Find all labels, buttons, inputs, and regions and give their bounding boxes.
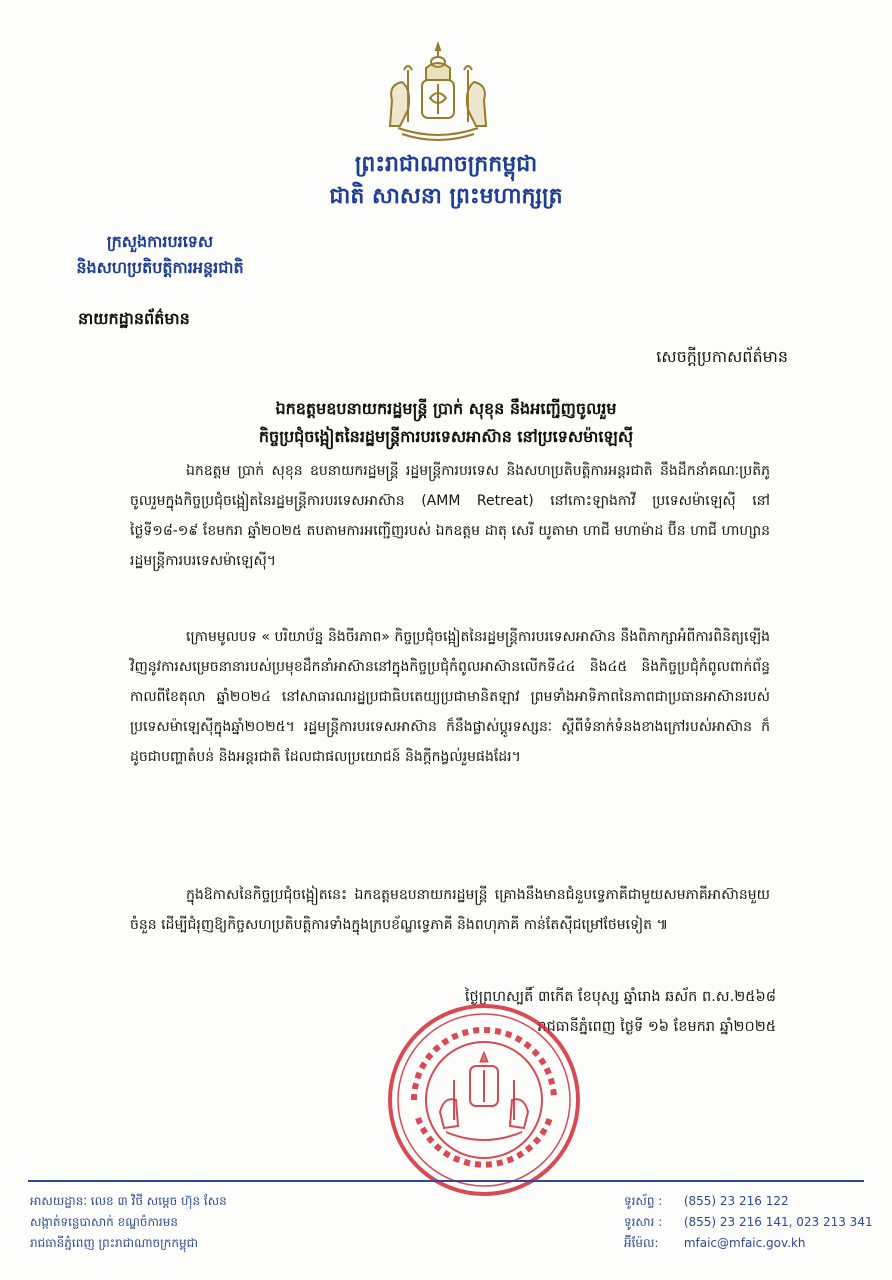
body-paragraph-2: ក្រោមមូលបទ « បរិយាប័ន្ន និងចីរភាព» កិច្ចប្រជុំចង្អៀតនៃរដ្ឋមន្ត្រីការបរទេសអាស៊ាន នឹងពិភាក្សាអំពីការពិនិត្យឡើងវិញនូវការសម្រេចនានារបស់ប្រមុខដឹកនាំអាស៊ាននៅក្នុងកិច្ចប្រជុំកំពូលអាស៊ានលើកទី៤៤ និង៤៥ និងកិច្ចប្រជុំកំពូលពាក់ព័ន្ធ កាលពីខែតុលា ឆ្នាំ២០២៤ នៅសាធារណរដ្ឋប្រជាធិបតេយ្យប្រជាមានិតឡាវ ព្រមទាំងអាទិភាពនៃភាពជាប្រធានអាស៊ានរបស់ប្រទេសម៉ាឡេស៊ីក្នុងឆ្នាំ២០២៥។ រដ្ឋមន្ត្រីការបរទេសអាស៊ាន ក៏នឹងផ្លាស់ប្តូរទស្សនៈ ស្តីពីទំនាក់ទំនងខាងក្រៅរបស់អាស៊ាន ក៏ដូចជាបញ្ហាតំបន់ និងអន្តរជាតិ ដែលជាផលប្រយោជន៍ និងក្តីកង្វល់រួមផងដែរ។: [130, 629, 770, 765]
body-paragraph-3: ក្នុងឱកាសនៃកិច្ចប្រជុំចង្អៀតនេះ ឯកឧត្តមឧបនាយករដ្ឋមន្ត្រី គ្រោងនឹងមានជំនួបទ្វេភាគីជាមួយសមភាគីអាស៊ានមួយចំនួន ដើម្បីជំរុញឱ្យកិច្ចសហប្រតិបត្តិការទាំងក្នុងក្របខ័ណ្ឌទ្វេភាគី និងពហុភាគី កាន់តែស៊ីជម្រៅថែមទៀត ៕: [130, 887, 770, 933]
press-release-title-line1: ឯកឧត្តមឧបនាយករដ្ឋមន្ត្រី ប្រាក់ សុខុន នឹងអញ្ជើញចូលរួម: [275, 399, 617, 418]
address-line: រាជធានីភ្នំពេញ ព្រះរាជាណាចក្រកម្ពុជា: [30, 1236, 198, 1250]
address-line: អាសយដ្ឋានៈ លេខ ៣ វិថី សម្តេច ហ៊ុន សែន: [30, 1194, 227, 1208]
phone-value: (855) 23 216 122: [683, 1194, 789, 1208]
email-link[interactable]: mfaic@mfaic.gov.kh: [683, 1236, 806, 1250]
national-motto: ជាតិ សាសនា ព្រះមហាក្សត្រ: [329, 184, 563, 209]
address-line: សង្កាត់ទន្លេបាសាក់ ខណ្ឌចំការមន: [30, 1215, 178, 1229]
ministry-name-line2: និងសហប្រតិបត្តិការអន្តរជាតិ: [76, 258, 244, 277]
phone-row: [624, 1191, 873, 1212]
fax-value: (855) 23 216 141, 023 213 341: [683, 1215, 873, 1229]
footer-address: [30, 1191, 227, 1254]
lunar-date: ថ្ងៃព្រហស្បតិ៍ ៣កើត ខែបុស្ស ឆ្នាំរោង ឆស័ក ព.ស.២៥៦៨: [464, 989, 776, 1005]
phone-label: ទូរស័ព្ទ :: [624, 1194, 663, 1208]
department-name: នាយកដ្ឋានព័ត៌មាន: [78, 309, 190, 328]
fax-row: [624, 1212, 873, 1233]
press-release-title-line2: កិច្ចប្រជុំចង្អៀតនៃរដ្ឋមន្ត្រីការបរទេសអាស៊ាន នៅប្រទេសម៉ាឡេស៊ី: [258, 427, 634, 446]
email-label: អ៊ីម៉ែល:: [624, 1236, 659, 1250]
email-row: [624, 1233, 873, 1254]
royal-emblem-icon: [378, 40, 498, 145]
footer-divider: [28, 1180, 864, 1182]
place-and-date: រាជធានីភ្នំពេញ ថ្ងៃទី ១៦ ខែមករា ឆ្នាំ២០២៥: [537, 1019, 776, 1035]
document-type-label: សេចក្តីប្រកាសព័ត៌មាន: [656, 347, 788, 366]
footer-contacts: [624, 1191, 873, 1254]
official-seal-icon: [384, 1000, 584, 1200]
body-paragraph-1: ឯកឧត្តម ប្រាក់ សុខុន ឧបនាយករដ្ឋមន្ត្រី រដ្ឋមន្ត្រីការបរទេស និងសហប្រតិបត្តិការអន្តរជាតិ នឹងដឹកនាំគណៈប្រតិភូចូលរួមក្នុងកិច្ចប្រជុំចង្អៀតនៃរដ្ឋមន្ត្រីការបរទេសអាស៊ាន (AMM Retreat) នៅកោះឡាងកាវី ប្រទេសម៉ាឡេស៊ី នៅថ្ងៃទី១៨-១៩ ខែមករា ឆ្នាំ២០២៥ តបតាមការអញ្ជើញរបស់ ឯកឧត្តម ដាតុ សេរី យូតាមា ហាជី មហាម៉ាដ ប៊ីន ហាជី ហាហ្សាន រដ្ឋមន្ត្រីការបរទេសម៉ាឡេស៊ី។: [130, 463, 770, 569]
kingdom-title: ព្រះរាជាណាចក្រកម្ពុជា: [354, 152, 538, 177]
ministry-name-line1: ក្រសួងការបរទេស: [106, 232, 214, 251]
fax-label: ទូរសារ :: [624, 1215, 663, 1229]
